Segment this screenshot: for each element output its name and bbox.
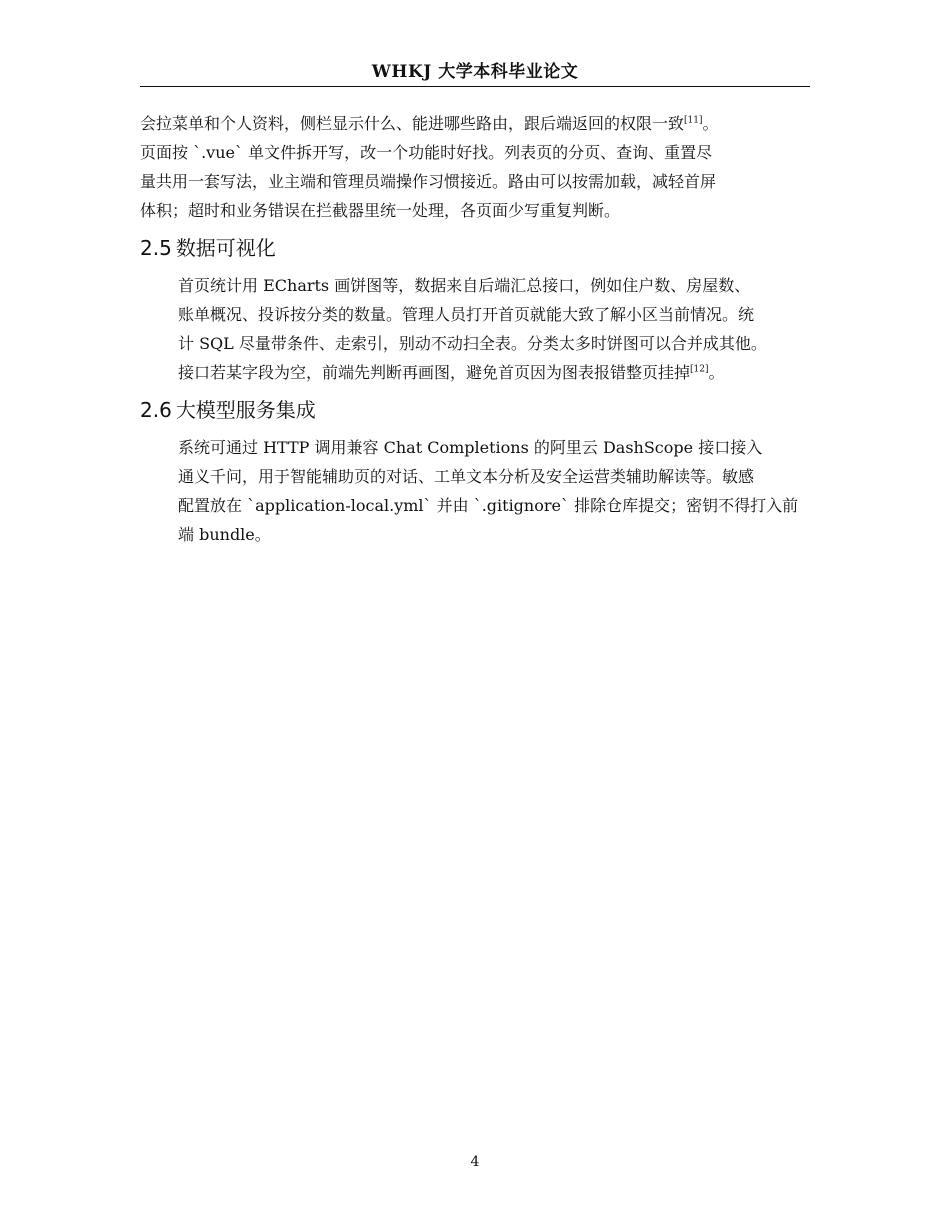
page-header xyxy=(140,58,810,86)
data-visualization-paragraph xyxy=(140,271,820,387)
section-number: 2.5 xyxy=(140,236,172,260)
intro-paragraph xyxy=(140,109,820,225)
header-rule xyxy=(140,86,810,87)
section-number: 2.6 xyxy=(140,398,172,422)
intro-line-4: 体积；超时和业务错误在拦截器里统一处理，各页面少写重复判断。 xyxy=(140,201,621,220)
visualization-line-3: 计 SQL 尽量带条件、走索引，别动不动扫全表。分类太多时饼图可以合并成其他。 xyxy=(178,334,767,353)
page-number: 4 xyxy=(470,1154,480,1170)
citation-11: [11] xyxy=(684,115,703,126)
header-title: WHKJ 大学本科毕业论文 xyxy=(371,62,579,82)
intro-line-1: 会拉菜单和个人资料，侧栏显示什么、能进哪些路由，跟后端返回的权限一致[11]。 xyxy=(140,114,719,133)
section-heading-llm-integration xyxy=(140,394,820,426)
llm-line-1: 系统可通过 HTTP 调用兼容 Chat Completions 的阿里云 DashScope 接口接入 xyxy=(178,438,763,457)
section-title: 大模型服务集成 xyxy=(175,398,316,422)
visualization-line-2: 账单概况、投诉按分类的数量。管理人员打开首页就能大致了解小区当前情况。统 xyxy=(178,305,755,324)
llm-line-2: 通义千问，用于智能辅助页的对话、工单文本分析及安全运营类辅助解读等。敏感 xyxy=(178,467,755,486)
llm-line-4: 端 bundle。 xyxy=(178,525,271,544)
section-title: 数据可视化 xyxy=(175,236,276,260)
llm-integration-paragraph xyxy=(140,433,820,549)
intro-line-2: 页面按 `.vue` 单文件拆开写，改一个功能时好找。列表页的分页、查询、重置尽 xyxy=(140,143,713,162)
section-heading-data-visualization xyxy=(140,232,820,264)
visualization-line-4: 接口若某字段为空，前端先判断再画图，避免首页因为图表报错整页挂掉[12]。 xyxy=(178,363,725,382)
citation-12: [12] xyxy=(690,364,709,375)
llm-line-3: 配置放在 `application-local.yml` 并由 `.gitignore` 排除仓库提交；密钥不得打入前 xyxy=(178,496,799,515)
intro-line-3: 量共用一套写法，业主端和管理员端操作习惯接近。路由可以按需加载，减轻首屏 xyxy=(140,172,717,191)
main-content xyxy=(140,109,820,549)
visualization-line-1: 首页统计用 ECharts 画饼图等，数据来自后端汇总接口，例如住户数、房屋数、 xyxy=(178,276,751,295)
